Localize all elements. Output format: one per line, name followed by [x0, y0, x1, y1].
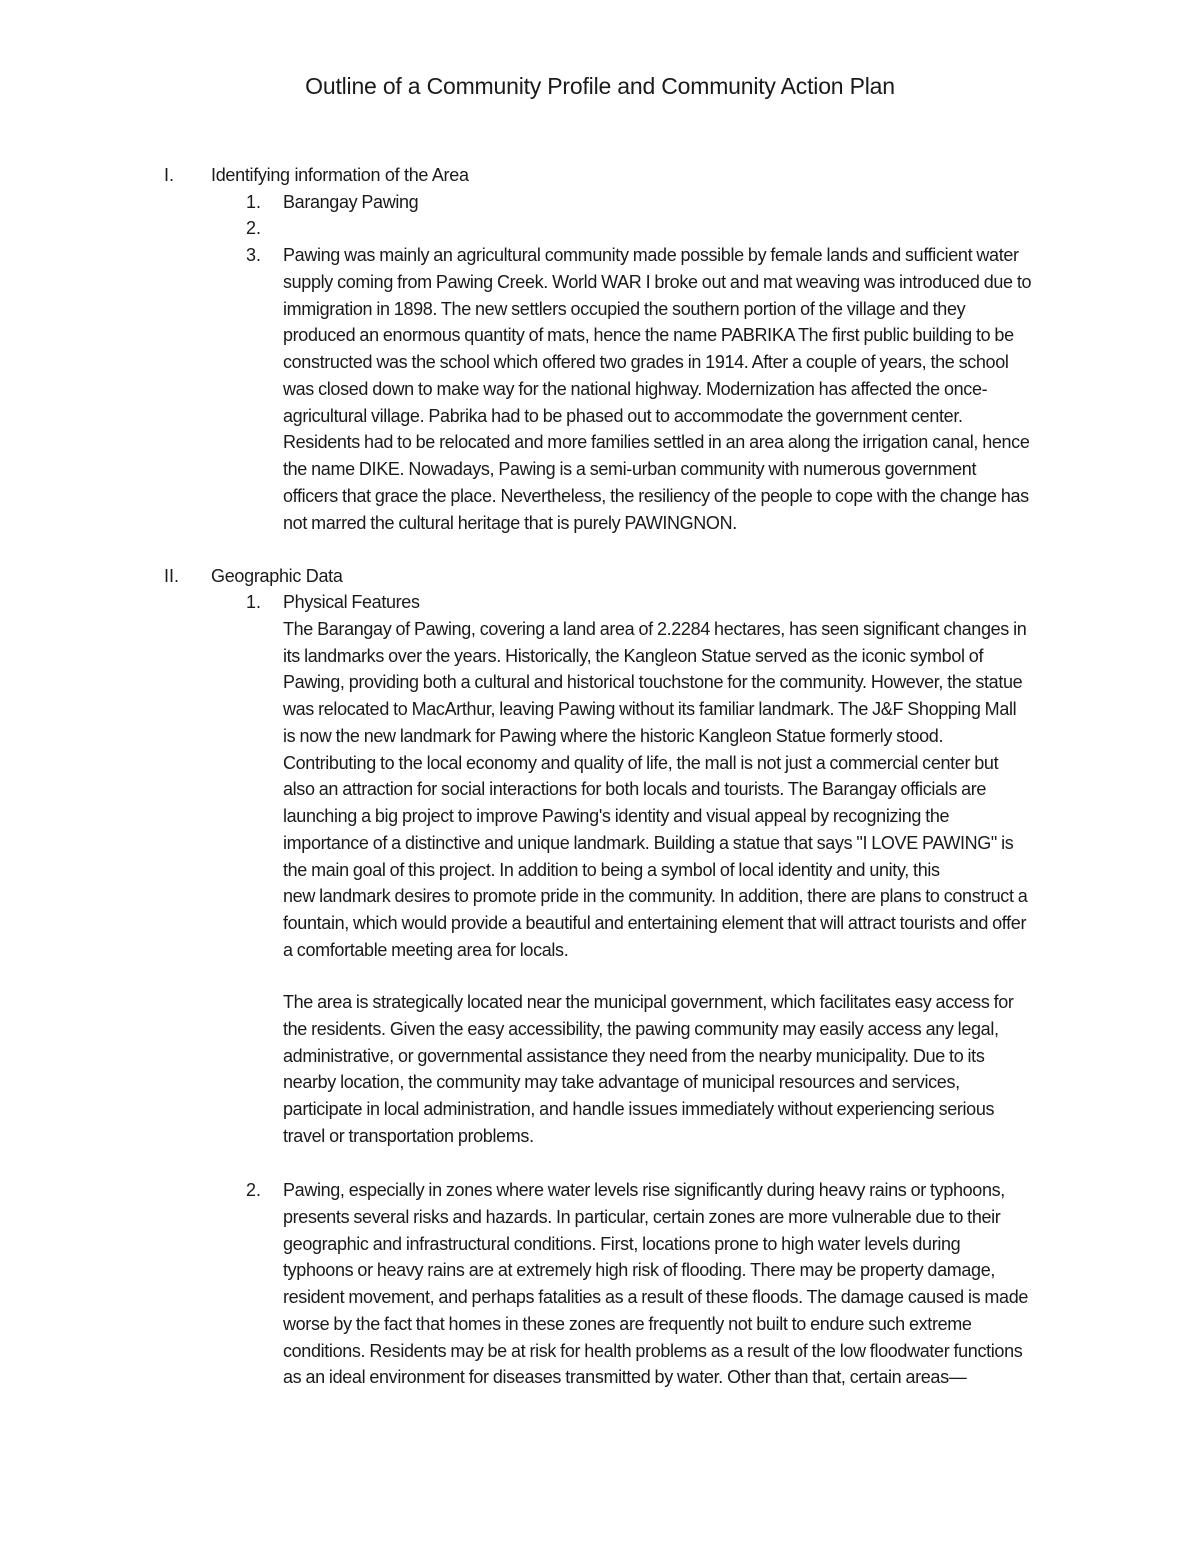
text-line: the residents. Given the easy accessibility, the pawing community may easily access any legal, [283, 1018, 999, 1039]
text-line: new landmark desires to promote pride in the community. In addition, there are plans to construct a [283, 886, 1028, 907]
text-line: its landmarks over the years. Historically, the Kangleon Statue served as the iconic symbol of [283, 645, 984, 666]
text-line: also an attraction for social interactions for both locals and tourists. The Barangay officials are [283, 779, 987, 800]
text-line: the main goal of this project. In addition to being a symbol of local identity and unity, this [283, 859, 940, 880]
text-line: was relocated to MacArthur, leaving Pawing without its familiar landmark. The J&F Shopping Mall [283, 699, 1017, 719]
section-2-item-2-number: 2. [246, 1180, 262, 1200]
text-line: Residents had to be relocated and more families settled in an area along the irrigation canal, hence [283, 432, 1030, 453]
section-2-numeral: II. [164, 566, 180, 586]
section-1-item-1-number: 1. [246, 192, 262, 212]
text-line: conditions. Residents may be at risk for health problems as a result of the low floodwater functions [283, 1340, 1023, 1361]
text-line: importance of a distinctive and unique landmark. Building a statue that says "I LOVE PAWING" is [283, 832, 1014, 853]
section-2-heading: Geographic Data [211, 566, 343, 586]
text-line: immigration in 1898. The new settlers occupied the southern portion of the village and they [283, 298, 966, 319]
text-line: participate in local administration, and handle issues immediately without experiencing serious [283, 1099, 995, 1119]
text-line: geographic and infrastructural conditions. First, locations prone to high water levels during [283, 1233, 961, 1254]
section-2-item-1-body [283, 589, 1073, 964]
text-line: nearby location, the community may take advantage of municipal resources and services, [283, 1072, 960, 1093]
text-line: resident movement, and perhaps fatalities as a result of these floods. The damage caused is made [283, 1287, 1029, 1307]
section-1-item-1-text: Barangay Pawing [283, 192, 419, 212]
text-line: administrative, or governmental assistance they need from the nearby municipality. Due to its [283, 1045, 985, 1066]
text-line: not marred the cultural heritage that is purely PAWINGNON. [283, 512, 737, 533]
text-line: presents several risks and hazards. In particular, certain zones are more vulnerable due to their [283, 1206, 1001, 1227]
text-line: supply coming from Pawing Creek. World WAR I broke out and mat weaving was introduced due to [283, 271, 1032, 292]
text-line: Contributing to the local economy and quality of life, the mall is not just a commercial center but [283, 752, 999, 773]
text-line: Pawing, providing both a cultural and historical touchstone for the community. However, the statue [283, 672, 1023, 693]
text-line: launching a big project to improve Pawing's identity and visual appeal by recognizing the [283, 806, 950, 826]
section-1-item-2-number: 2. [246, 218, 262, 238]
text-line: constructed was the school which offered two grades in 1914. After a couple of years, the school [283, 352, 1009, 372]
text-line: agricultural village. Pabrika had to be phased out to accommodate the government center. [283, 405, 963, 426]
section-2-item-1-number: 1. [246, 592, 262, 612]
text-line: the name DIKE. Nowadays, Pawing is a semi-urban community with numerous government [283, 459, 977, 479]
text-line: is now the new landmark for Pawing where the historic Kangleon Statue formerly stood. [283, 725, 944, 746]
text-line: The Barangay of Pawing, covering a land area of 2.2284 hectares, has seen significant changes in [283, 618, 1027, 639]
text-line: travel or transportation problems. [283, 1125, 534, 1146]
section-1-heading: Identifying information of the Area [211, 165, 469, 185]
text-line: officers that grace the place. Nevertheless, the resiliency of the people to cope with the change has [283, 485, 1029, 506]
text-line: as an ideal environment for diseases transmitted by water. Other than that, certain areas— [283, 1367, 967, 1388]
section-1-item-3-number: 3. [246, 245, 262, 265]
text-line: a comfortable meeting area for locals. [283, 939, 569, 960]
text-line: Pawing, especially in zones where water levels rise significantly during heavy rains or typhoons, [283, 1180, 1005, 1200]
section-1-numeral: I. [164, 165, 175, 185]
text-line: was closed down to make way for the national highway. Modernization has affected the once- [283, 378, 988, 399]
text-line: typhoons or heavy rains are at extremely high risk of flooding. There may be property damage, [283, 1260, 996, 1281]
section-2-item-1-paragraph-2 [283, 989, 1073, 1150]
text-line: produced an enormous quantity of mats, hence the name PABRIKA The first public building to be [283, 325, 1014, 346]
text-line: The area is strategically located near the municipal government, which facilitates easy access for [283, 992, 1014, 1012]
text-line: worse by the fact that homes in these zones are frequently not built to endure such extreme [283, 1313, 972, 1334]
subheading-physical-features: Physical Features [283, 592, 420, 612]
section-1-item-3-paragraph [283, 242, 1073, 536]
text-line: fountain, which would provide a beautiful and entertaining element that will attract tourists and offer [283, 913, 1027, 933]
section-2-item-2-paragraph [283, 1177, 1073, 1391]
text-line: Pawing was mainly an agricultural community made possible by female lands and sufficient water [283, 245, 1019, 265]
document-title: Outline of a Community Profile and Community Action Plan [305, 73, 895, 99]
